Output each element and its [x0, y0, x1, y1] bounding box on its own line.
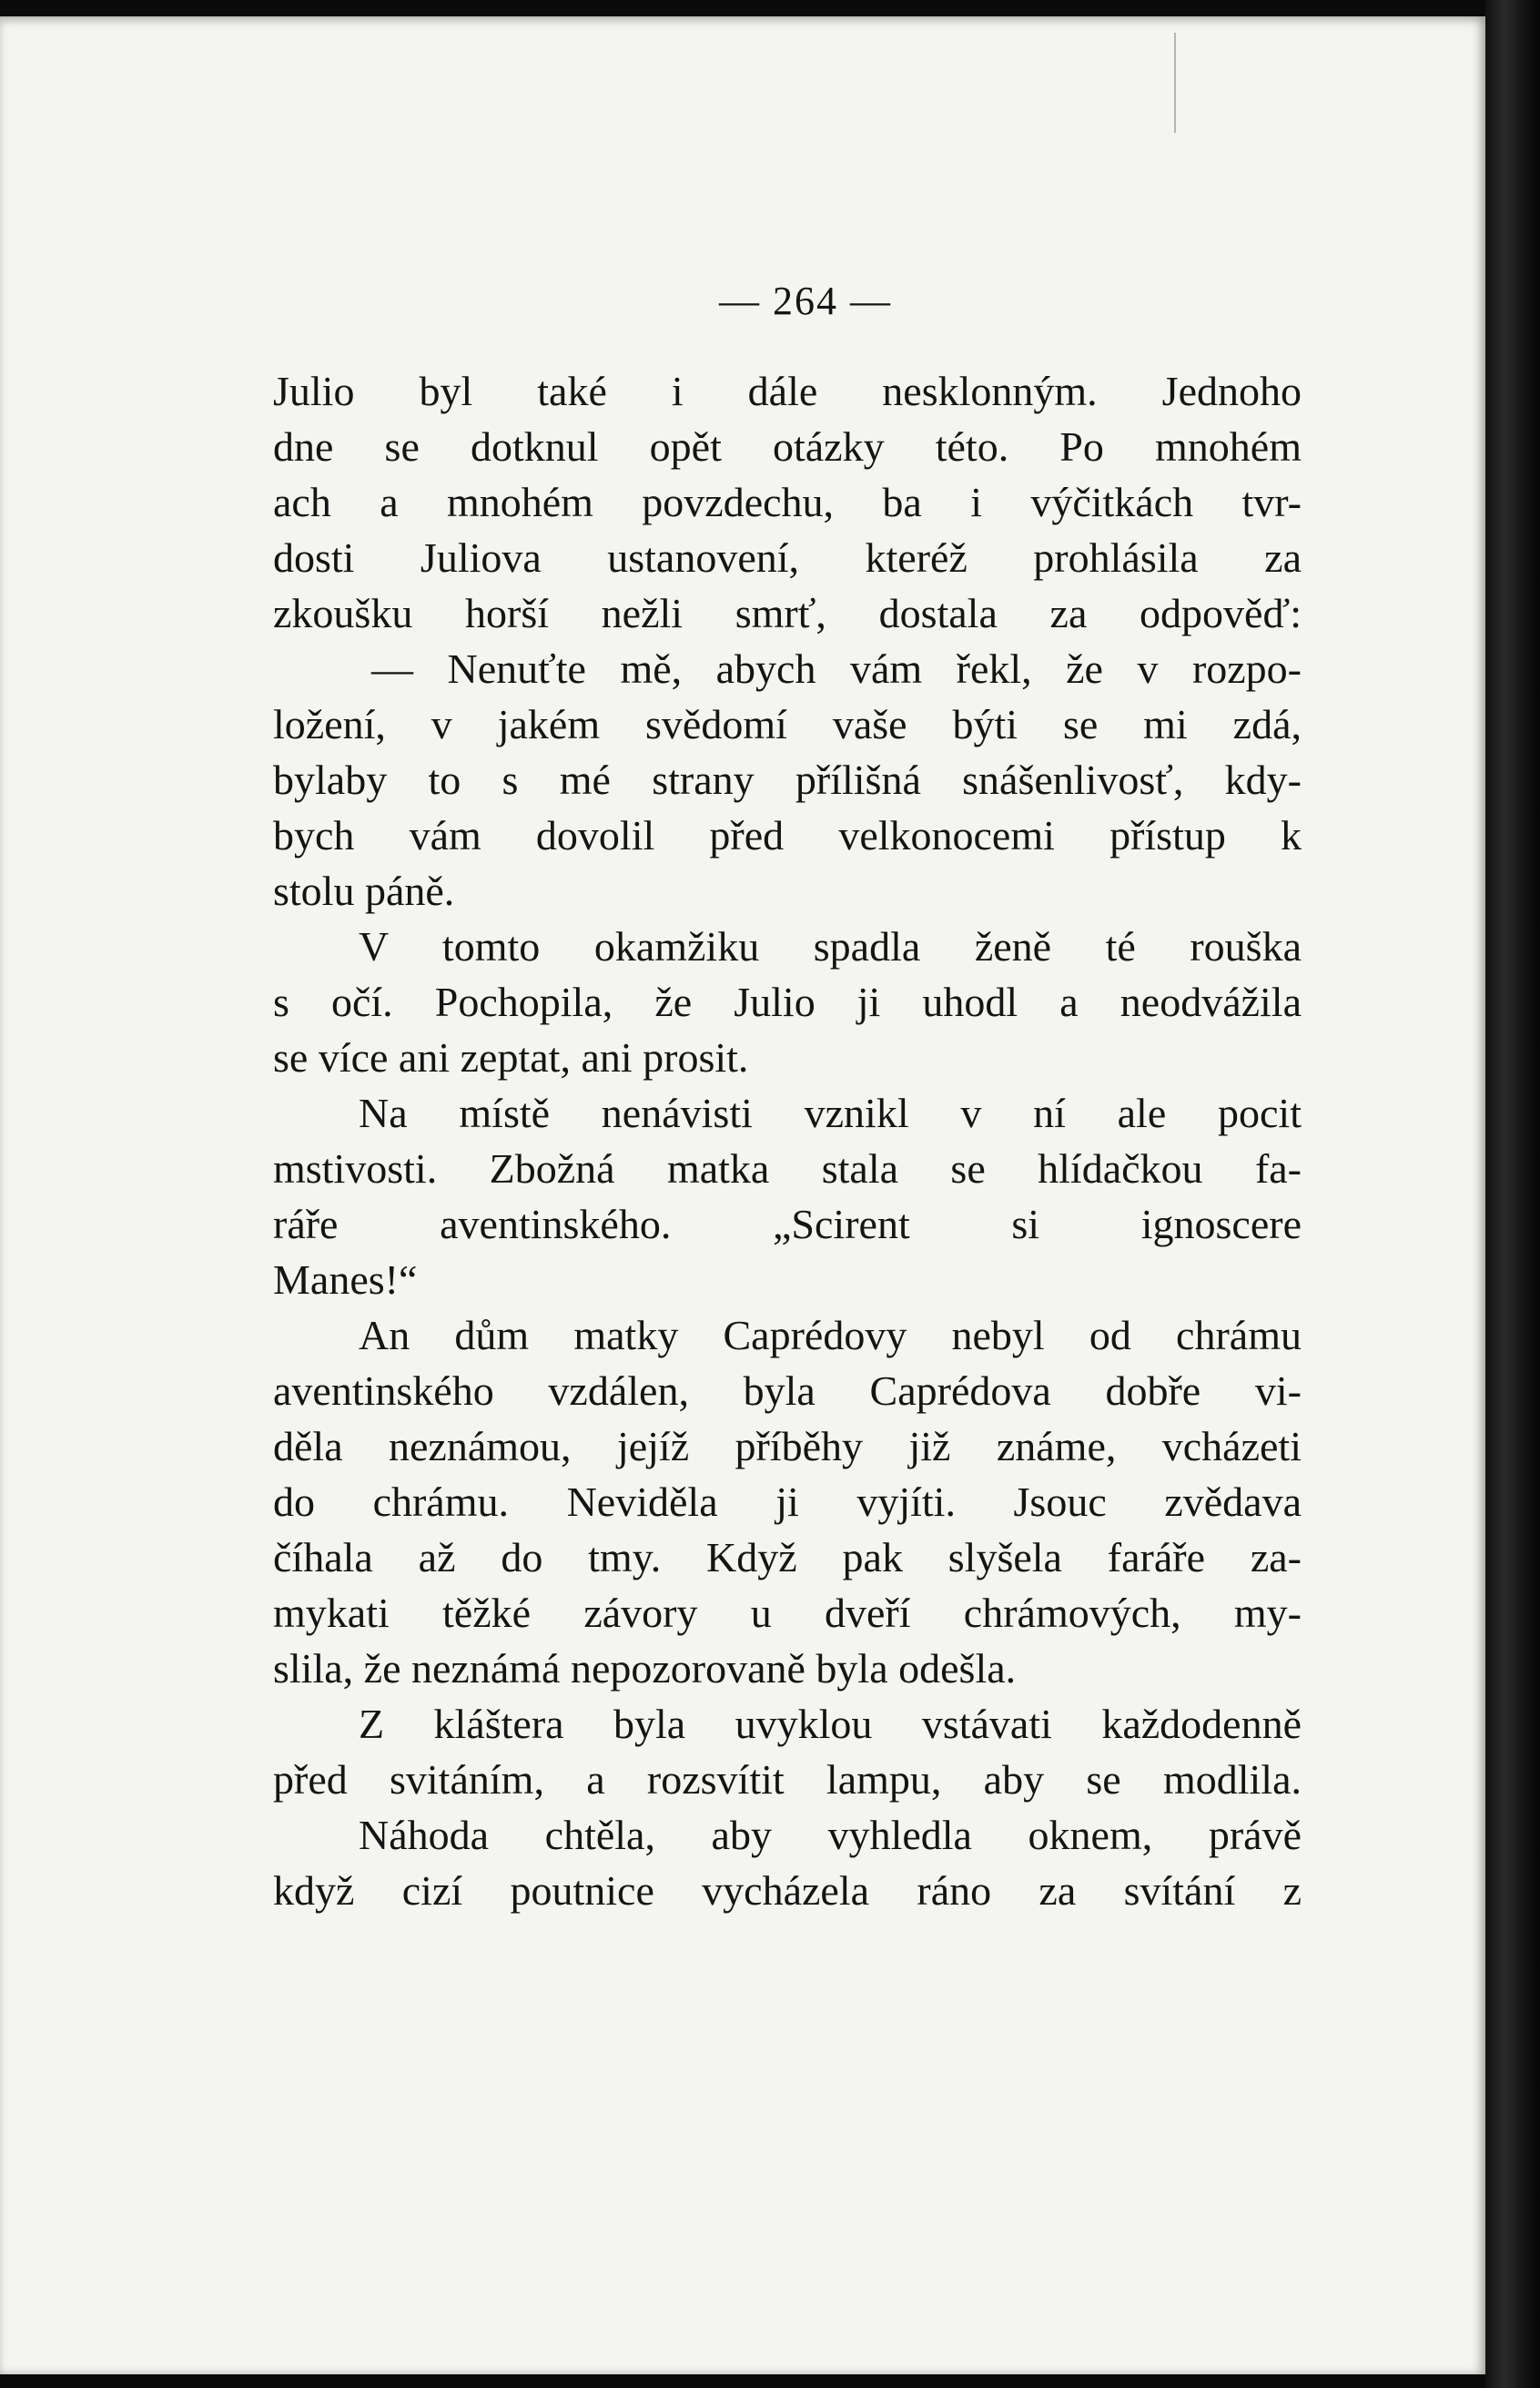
text-line: V tomto okamžiku spadla ženě té rouška — [359, 923, 1302, 970]
text-line: ložení, v jakém svědomí vaše býti se mi zdá, — [273, 701, 1302, 747]
text-line: se více ani zeptat, ani prosit. — [273, 1034, 749, 1081]
text-lines — [273, 363, 1302, 1918]
text-line: s očí. Pochopila, že Julio ji uhodl a neodvážila — [273, 979, 1302, 1025]
text-line: mstivosti. Zbožná matka stala se hlídačkou fa- — [273, 1145, 1302, 1192]
text-line: Z kláštera byla uvyklou vstávati každodenně — [359, 1701, 1302, 1747]
text-line: — Nenuťte mě, abych vám řekl, že v rozpo- — [371, 645, 1302, 692]
text-line: ach a mnohém povzdechu, ba i výčitkách tvr- — [273, 479, 1302, 525]
text-line: An dům matky Caprédovy nebyl od chrámu — [359, 1312, 1302, 1358]
text-line: když cizí poutnice vycházela ráno za svítání z — [273, 1867, 1302, 1914]
book-binding-edge — [1485, 0, 1540, 2388]
text-line: před svitáním, a rozsvítit lampu, aby se modlila. — [273, 1756, 1302, 1803]
text-line: stolu páně. — [273, 868, 455, 914]
text-line: Julio byl také i dále nesklonným. Jednoho — [273, 368, 1302, 414]
text-line: ráře aventinského. „Scirent si ignoscere — [273, 1201, 1302, 1247]
page-crease — [1174, 33, 1176, 133]
page-text — [273, 273, 1302, 1918]
text-line: bych vám dovolil před velkonocemi přístup k — [273, 812, 1302, 859]
text-line: zkoušku horší nežli smrť, dostala za odpověď: — [273, 590, 1302, 636]
text-line: slila, že neznámá nepozorovaně byla odešla. — [273, 1645, 1017, 1692]
text-line: Manes!“ — [273, 1256, 418, 1303]
text-line: aventinského vzdálen, byla Caprédova dobře vi- — [273, 1367, 1302, 1414]
text-line: do chrámu. Neviděla ji vyjíti. Jsouc zvědava — [273, 1479, 1302, 1525]
text-line: číhala až do tmy. Když pak slyšela faráře za- — [273, 1534, 1302, 1580]
text-line: dosti Juliova ustanovení, kteréž prohlásila za — [273, 534, 1302, 581]
text-line: děla neznámou, jejíž příběhy již známe, vcházeti — [273, 1423, 1302, 1469]
text-line: Náhoda chtěla, aby vyhledla oknem, právě — [359, 1812, 1302, 1858]
text-line: bylaby to s mé strany přílišná snášenlivosť, kdy- — [273, 757, 1302, 803]
text-line: Na místě nenávisti vznikl v ní ale pocit — [359, 1090, 1302, 1136]
text-line: dne se dotknul opět otázky této. Po mnohém — [273, 423, 1302, 470]
page-number: — 264 — — [719, 279, 892, 323]
text-line: mykati těžké závory u dveří chrámových, my- — [273, 1590, 1302, 1636]
